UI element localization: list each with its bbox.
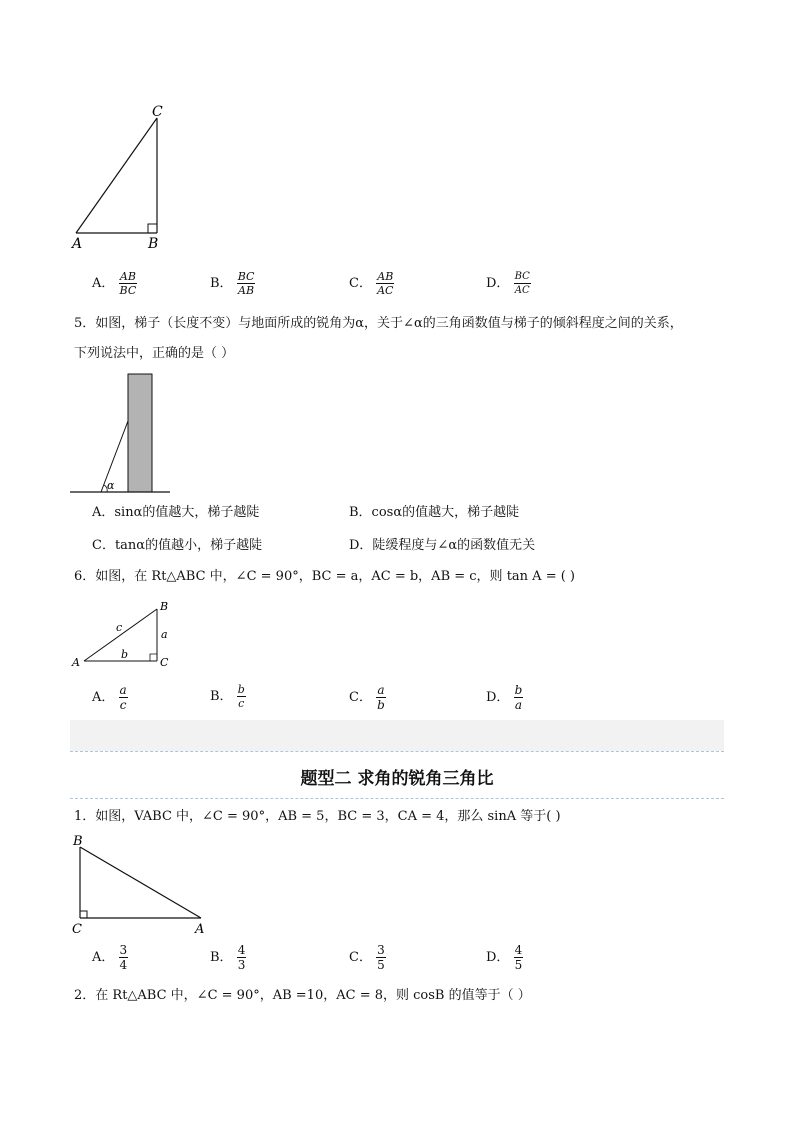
s2-q1-text: 1．如图，VABC 中，∠C = 90°，AB = 5，BC = 3，CA = 4，那么 sinA 等于( ) <box>74 809 561 824</box>
section-title: 题型二 求角的锐角三角比 <box>300 769 494 789</box>
q5-option-d[interactable]: D．陡缓程度与∠α的函数值无关 <box>349 538 536 553</box>
q6-text: 6．如图，在 Rt△ABC 中，∠C = 90°，BC = a，AC = b，AB = c，则 tan A = ( ) <box>74 569 575 584</box>
angle-alpha-label: α <box>107 479 115 492</box>
s2q1-label-b: B <box>73 834 83 849</box>
s2q1-option-d[interactable]: D． $\frac{4}{5}$ <box>486 943 523 972</box>
figure-s2q1-triangle <box>66 832 216 938</box>
s2q1-option-c[interactable]: C． $\frac{3}{5}$ <box>349 943 385 972</box>
q6-label-c-side: c <box>116 621 123 634</box>
q5-option-c[interactable]: C．tanα的值越小，梯子越陡 <box>92 538 263 553</box>
q6-option-c[interactable]: C． $\frac{a}{b}$ <box>349 683 385 712</box>
section-divider-top <box>70 751 724 752</box>
q6-label-a-side: a <box>161 628 168 641</box>
q6-label-c-vertex: C <box>160 656 169 669</box>
q6-label-a-vertex: A <box>72 656 80 669</box>
q6-option-d[interactable]: D． $\frac{b}{a}$ <box>486 683 523 712</box>
q5-option-b[interactable]: B．cosα的值越大，梯子越陡 <box>349 505 520 520</box>
section-divider-bottom <box>70 798 724 799</box>
figure-q5-ladder <box>70 372 180 496</box>
figure-q6-triangle <box>66 596 186 672</box>
q4-option-a[interactable]: A． $\frac{AB}{BC}$ <box>92 270 137 297</box>
vertex-label-b: B <box>148 236 159 252</box>
q5-option-a[interactable]: A．sinα的值越大，梯子越陡 <box>92 505 260 520</box>
s2q1-option-b[interactable]: B． $\frac{4}{3}$ <box>210 943 246 972</box>
q4-option-c[interactable]: C． $\frac{AB}{AC}$ <box>349 270 394 297</box>
s2-q2-text: 2．在 Rt△ABC 中，∠C = 90°，AB =10，AC = 8，则 cosB 的值等于（ ） <box>74 988 531 1003</box>
q4-option-d[interactable]: D． $\frac{BC}{AC}$ <box>486 271 530 296</box>
s2q1-label-a: A <box>195 922 205 937</box>
q6-label-b-vertex: B <box>160 600 169 613</box>
q4-option-b[interactable]: B． $\frac{BC}{AB}$ <box>210 270 255 297</box>
q6-label-b-side: b <box>121 648 129 661</box>
q6-option-b[interactable]: B． $\frac{b}{c}$ <box>210 683 245 710</box>
q5-text-line1: 5．如图，梯子（长度不变）与地面所成的锐角为α，关于∠α的三角函数值与梯子的倾斜程度之间的关系， <box>74 316 683 331</box>
s2q1-label-c: C <box>72 922 82 937</box>
vertex-label-a: A <box>72 236 83 252</box>
s2q1-option-a[interactable]: A． $\frac{3}{4}$ <box>92 943 128 972</box>
q5-text-line2: 下列说法中，正确的是（ ） <box>74 346 235 361</box>
q6-option-a[interactable]: A． $\frac{a}{c}$ <box>92 683 127 712</box>
vertex-label-c: C <box>152 104 163 120</box>
section-header-bar <box>70 720 724 751</box>
figure-q4-triangle <box>60 100 180 260</box>
